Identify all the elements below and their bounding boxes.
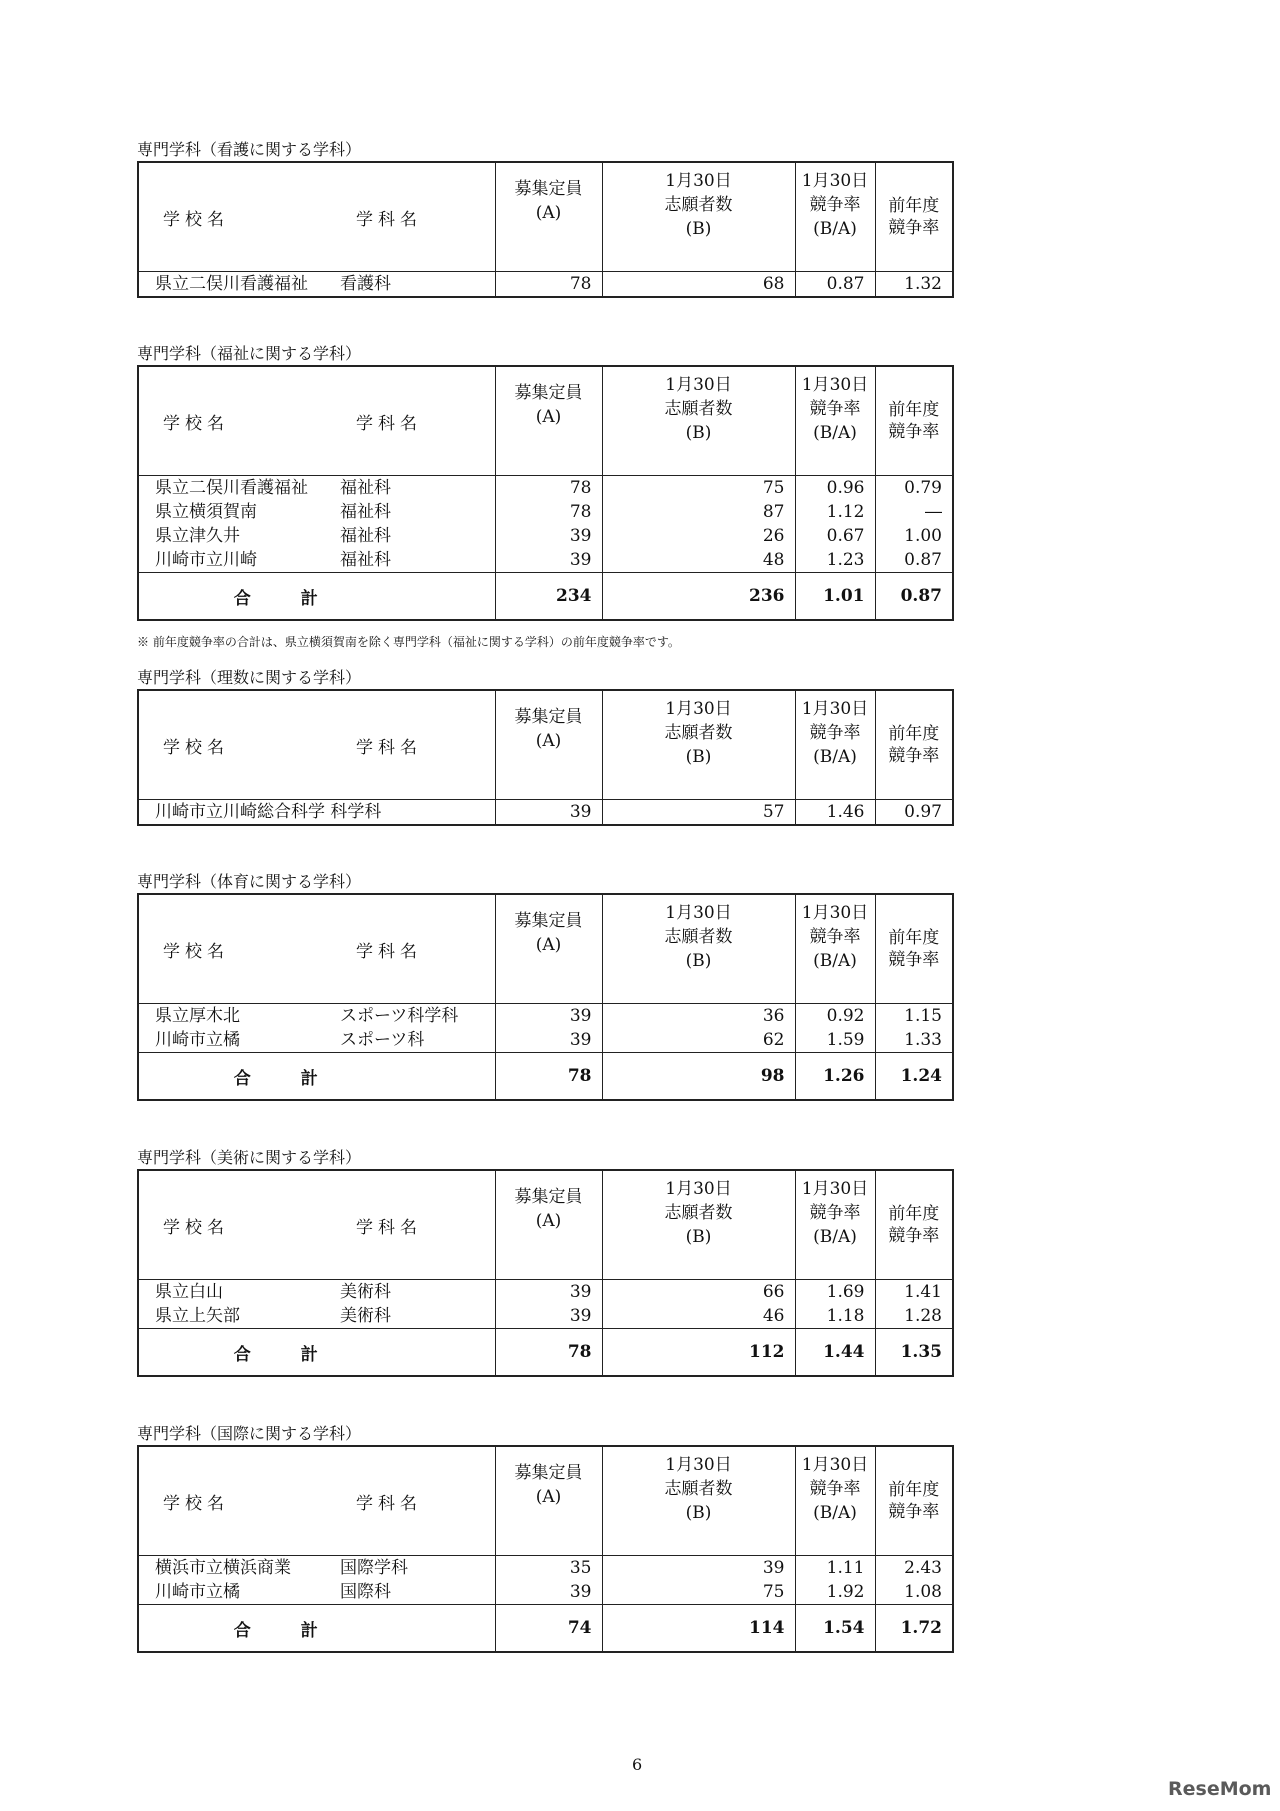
cell-applicants: 57 bbox=[602, 800, 795, 826]
cell-applicants: 68 bbox=[602, 272, 795, 298]
applicants-value: 39 bbox=[762, 1558, 785, 1578]
header-row bbox=[138, 690, 953, 800]
school-name: 県立津久井 bbox=[155, 526, 240, 546]
prev-value: 1.08 bbox=[904, 1582, 942, 1602]
table-row bbox=[138, 1004, 953, 1053]
results-table bbox=[137, 161, 954, 298]
cell-rate bbox=[795, 1556, 875, 1605]
cell-prev: 0.97 bbox=[904, 802, 942, 822]
dept-name: 福祉科 bbox=[340, 502, 391, 522]
dept-name: 国際学科 bbox=[340, 1558, 408, 1578]
header-prev bbox=[875, 894, 953, 1004]
applicants-value: 75 bbox=[762, 478, 785, 498]
table-row bbox=[138, 272, 953, 298]
header-rate-line3: (B/A) bbox=[813, 423, 857, 443]
header-rate bbox=[795, 1170, 875, 1280]
header-applicants-line3: (B) bbox=[685, 1227, 712, 1247]
capacity-value: 39 bbox=[569, 550, 592, 570]
header-dept: 学科名 bbox=[336, 690, 495, 800]
capacity-value: 39 bbox=[569, 1030, 592, 1050]
header-capacity-line1: 募集定員 bbox=[514, 911, 583, 931]
header-rate-line1: 1月30日 bbox=[801, 1455, 869, 1475]
total-row bbox=[138, 1329, 953, 1377]
header-prev-line2: 競争率 bbox=[888, 1502, 940, 1522]
prev-value: 1.00 bbox=[904, 526, 942, 546]
applicants-value: 75 bbox=[762, 1582, 785, 1602]
cell-school bbox=[138, 1556, 336, 1605]
header-school: 学校名 bbox=[138, 1446, 336, 1556]
header-capacity-line2: (A) bbox=[535, 203, 562, 223]
cell-capacity bbox=[495, 476, 602, 573]
header-capacity-line2: (A) bbox=[535, 935, 562, 955]
header-prev-line1: 前年度 bbox=[888, 724, 940, 744]
table-row bbox=[138, 476, 953, 573]
header-rate-line1: 1月30日 bbox=[801, 699, 869, 719]
total-rate: 1.26 bbox=[795, 1053, 875, 1101]
cell-dept bbox=[336, 1004, 495, 1053]
applicants-value: 66 bbox=[762, 1282, 785, 1302]
header-rate-line1: 1月30日 bbox=[801, 375, 869, 395]
header-prev-line1: 前年度 bbox=[888, 928, 940, 948]
header-row bbox=[138, 1170, 953, 1280]
total-prev: 0.87 bbox=[875, 573, 953, 621]
cell-dept bbox=[336, 1280, 495, 1329]
header-capacity bbox=[495, 162, 602, 272]
cell-applicants bbox=[602, 1556, 795, 1605]
header-row bbox=[138, 366, 953, 476]
cell-applicants bbox=[602, 1280, 795, 1329]
rate-value: 1.23 bbox=[826, 550, 865, 570]
header-prev-line2: 競争率 bbox=[888, 950, 940, 970]
results-table bbox=[137, 1169, 954, 1377]
section-title: 専門学科（体育に関する学科） bbox=[137, 872, 362, 891]
school-name: 横浜市立横浜商業 bbox=[155, 1558, 291, 1578]
school-name: 県立二俣川看護福祉 bbox=[155, 478, 308, 498]
section-title: 専門学科（美術に関する学科） bbox=[137, 1148, 362, 1167]
header-applicants bbox=[602, 162, 795, 272]
cell-school-dept bbox=[138, 800, 495, 826]
header-rate-line2: 競争率 bbox=[809, 1203, 861, 1223]
header-capacity-line2: (A) bbox=[535, 1211, 562, 1231]
header-applicants bbox=[602, 1170, 795, 1280]
total-row bbox=[138, 573, 953, 621]
header-capacity-line2: (A) bbox=[535, 731, 562, 751]
section-title: 専門学科（看護に関する学科） bbox=[137, 140, 362, 159]
rate-value: 1.59 bbox=[826, 1030, 865, 1050]
header-row bbox=[138, 1446, 953, 1556]
capacity-value: 39 bbox=[569, 1582, 592, 1602]
dept-name: 科学科 bbox=[330, 802, 382, 822]
cell-applicants bbox=[602, 476, 795, 573]
school-name: 川崎市立橘 bbox=[155, 1582, 240, 1602]
dept-name: 福祉科 bbox=[340, 478, 391, 498]
header-capacity-line1: 募集定員 bbox=[514, 383, 583, 403]
header-rate-line3: (B/A) bbox=[813, 1227, 857, 1247]
applicants-value: 46 bbox=[762, 1306, 785, 1326]
rate-value: 1.69 bbox=[826, 1282, 865, 1302]
capacity-value: 39 bbox=[569, 1282, 592, 1302]
total-prev: 1.72 bbox=[875, 1605, 953, 1653]
header-rate-line1: 1月30日 bbox=[801, 171, 869, 191]
capacity-value: 35 bbox=[569, 1558, 592, 1578]
applicants-value: 87 bbox=[762, 502, 785, 522]
header-capacity-line2: (A) bbox=[535, 407, 562, 427]
header-capacity-line1: 募集定員 bbox=[514, 707, 583, 727]
header-applicants-line1: 1月30日 bbox=[665, 699, 732, 719]
header-rate bbox=[795, 162, 875, 272]
header-rate-line1: 1月30日 bbox=[801, 1179, 869, 1199]
total-rate: 1.54 bbox=[795, 1605, 875, 1653]
total-label: 合 計 bbox=[138, 1053, 495, 1101]
dept-name: 美術科 bbox=[340, 1306, 391, 1326]
cell-dept bbox=[336, 1556, 495, 1605]
header-applicants-line3: (B) bbox=[685, 951, 712, 971]
total-applicants: 98 bbox=[602, 1053, 795, 1101]
header-applicants-line3: (B) bbox=[685, 423, 712, 443]
rate-value: 1.12 bbox=[826, 502, 865, 522]
results-table bbox=[137, 1445, 954, 1653]
header-school: 学校名 bbox=[138, 162, 336, 272]
header-applicants bbox=[602, 366, 795, 476]
total-label: 合 計 bbox=[138, 1329, 495, 1377]
applicants-value: 26 bbox=[762, 526, 785, 546]
cell-prev bbox=[875, 1280, 953, 1329]
header-rate-line2: 競争率 bbox=[809, 195, 861, 215]
total-rate: 1.01 bbox=[795, 573, 875, 621]
rate-value: 0.96 bbox=[826, 478, 865, 498]
prev-value: 1.28 bbox=[904, 1306, 942, 1326]
header-capacity-line1: 募集定員 bbox=[514, 1187, 583, 1207]
capacity-value: 39 bbox=[569, 1006, 592, 1026]
total-rate: 1.44 bbox=[795, 1329, 875, 1377]
header-applicants-line2: 志願者数 bbox=[664, 927, 733, 947]
header-rate-line2: 競争率 bbox=[809, 399, 861, 419]
rate-value: 0.92 bbox=[826, 1006, 865, 1026]
total-label: 合 計 bbox=[138, 1605, 495, 1653]
rate-value: 1.18 bbox=[826, 1306, 865, 1326]
header-capacity bbox=[495, 894, 602, 1004]
cell-school bbox=[138, 1004, 336, 1053]
dept-name: 福祉科 bbox=[340, 550, 391, 570]
header-prev-line2: 競争率 bbox=[888, 218, 940, 238]
header-rate bbox=[795, 894, 875, 1004]
watermark-logo: ReseMom bbox=[1168, 1778, 1272, 1800]
header-rate-line2: 競争率 bbox=[809, 927, 861, 947]
cell-capacity: 39 bbox=[495, 800, 602, 826]
header-dept: 学科名 bbox=[336, 366, 495, 476]
cell-capacity bbox=[495, 1004, 602, 1053]
dept-name: 美術科 bbox=[340, 1282, 391, 1302]
header-capacity bbox=[495, 366, 602, 476]
prev-value: 1.33 bbox=[904, 1030, 942, 1050]
results-table bbox=[137, 365, 954, 621]
header-dept: 学科名 bbox=[336, 162, 495, 272]
header-applicants-line2: 志願者数 bbox=[664, 1203, 733, 1223]
header-applicants-line1: 1月30日 bbox=[665, 375, 732, 395]
total-applicants: 114 bbox=[602, 1605, 795, 1653]
header-applicants-line2: 志願者数 bbox=[664, 723, 733, 743]
results-table bbox=[137, 689, 954, 826]
page-number: 6 bbox=[632, 1755, 643, 1774]
section-title: 専門学科（福祉に関する学科） bbox=[137, 344, 362, 363]
capacity-value: 39 bbox=[569, 526, 592, 546]
header-applicants-line1: 1月30日 bbox=[665, 171, 732, 191]
cell-applicants bbox=[602, 1004, 795, 1053]
cell-dept bbox=[336, 476, 495, 573]
header-prev-line1: 前年度 bbox=[888, 400, 940, 420]
capacity-value: 39 bbox=[569, 1306, 592, 1326]
applicants-value: 48 bbox=[762, 550, 785, 570]
header-applicants-line2: 志願者数 bbox=[664, 399, 733, 419]
section-title: 専門学科（国際に関する学科） bbox=[137, 1424, 362, 1443]
section-nursing bbox=[137, 139, 952, 298]
cell-school: 県立二俣川看護福祉 bbox=[155, 274, 308, 294]
header-applicants-line1: 1月30日 bbox=[665, 903, 732, 923]
total-row bbox=[138, 1053, 953, 1101]
header-capacity-line1: 募集定員 bbox=[514, 179, 583, 199]
total-prev: 1.24 bbox=[875, 1053, 953, 1101]
header-prev-line2: 競争率 bbox=[888, 422, 940, 442]
cell-dept: 看護科 bbox=[336, 272, 495, 298]
footnote: ※ 前年度競争率の合計は、県立横須賀南を除く専門学科（福祉に関する学科）の前年度競争率です。 bbox=[137, 635, 680, 649]
header-rate bbox=[795, 690, 875, 800]
cell-rate bbox=[795, 476, 875, 573]
cell-rate bbox=[795, 1280, 875, 1329]
header-applicants bbox=[602, 690, 795, 800]
header-capacity bbox=[495, 1170, 602, 1280]
total-capacity: 74 bbox=[495, 1605, 602, 1653]
header-applicants bbox=[602, 1446, 795, 1556]
header-dept: 学科名 bbox=[336, 894, 495, 1004]
cell-rate bbox=[795, 1004, 875, 1053]
header-prev bbox=[875, 1170, 953, 1280]
header-school: 学校名 bbox=[138, 894, 336, 1004]
school-name: 川崎市立橘 bbox=[155, 1030, 240, 1050]
prev-value: 1.41 bbox=[904, 1282, 942, 1302]
cell-prev bbox=[875, 476, 953, 573]
header-school: 学校名 bbox=[138, 690, 336, 800]
header-prev-line1: 前年度 bbox=[888, 196, 940, 216]
applicants-value: 36 bbox=[762, 1006, 785, 1026]
prev-value: ― bbox=[925, 502, 942, 522]
header-prev-line1: 前年度 bbox=[888, 1204, 940, 1224]
table-row bbox=[138, 800, 953, 826]
header-rate bbox=[795, 1446, 875, 1556]
school-name: 県立厚木北 bbox=[155, 1006, 240, 1026]
school-name: 川崎市立川崎 bbox=[155, 550, 257, 570]
dept-name: スポーツ科学科 bbox=[340, 1006, 459, 1026]
header-rate-line3: (B/A) bbox=[813, 951, 857, 971]
header-applicants-line3: (B) bbox=[685, 747, 712, 767]
total-capacity: 78 bbox=[495, 1329, 602, 1377]
section-title: 専門学科（理数に関する学科） bbox=[137, 668, 362, 687]
rate-value: 0.67 bbox=[826, 526, 865, 546]
header-prev-line1: 前年度 bbox=[888, 1480, 940, 1500]
school-name: 県立上矢部 bbox=[155, 1306, 240, 1326]
header-row bbox=[138, 162, 953, 272]
total-applicants: 236 bbox=[602, 573, 795, 621]
cell-rate: 1.46 bbox=[795, 800, 875, 826]
rate-value: 1.11 bbox=[826, 1558, 865, 1578]
total-row bbox=[138, 1605, 953, 1653]
header-applicants bbox=[602, 894, 795, 1004]
total-applicants: 112 bbox=[602, 1329, 795, 1377]
header-rate-line3: (B/A) bbox=[813, 1503, 857, 1523]
total-prev: 1.35 bbox=[875, 1329, 953, 1377]
prev-value: 0.87 bbox=[904, 550, 942, 570]
cell-capacity: 78 bbox=[495, 272, 602, 298]
prev-value: 1.15 bbox=[904, 1006, 942, 1026]
header-prev bbox=[875, 690, 953, 800]
header-capacity-line2: (A) bbox=[535, 1487, 562, 1507]
header-rate-line1: 1月30日 bbox=[801, 903, 869, 923]
total-label: 合 計 bbox=[138, 573, 495, 621]
header-dept: 学科名 bbox=[336, 1170, 495, 1280]
results-table bbox=[137, 893, 954, 1101]
header-applicants-line3: (B) bbox=[685, 219, 712, 239]
header-rate-line2: 競争率 bbox=[809, 723, 861, 743]
header-applicants-line2: 志願者数 bbox=[664, 1479, 733, 1499]
applicants-value: 62 bbox=[762, 1030, 785, 1050]
header-applicants-line3: (B) bbox=[685, 1503, 712, 1523]
prev-value: 2.43 bbox=[904, 1558, 942, 1578]
header-capacity bbox=[495, 1446, 602, 1556]
header-prev-line2: 競争率 bbox=[888, 1226, 940, 1246]
cell-school bbox=[138, 476, 336, 573]
cell-rate: 0.87 bbox=[795, 272, 875, 298]
header-applicants-line1: 1月30日 bbox=[665, 1179, 732, 1199]
header-prev bbox=[875, 366, 953, 476]
cell-school bbox=[138, 1280, 336, 1329]
section-international bbox=[137, 1423, 952, 1653]
table-row bbox=[138, 1280, 953, 1329]
cell-prev bbox=[875, 1556, 953, 1605]
dept-name: 国際科 bbox=[340, 1582, 391, 1602]
header-applicants-line2: 志願者数 bbox=[664, 195, 733, 215]
header-rate-line2: 競争率 bbox=[809, 1479, 861, 1499]
capacity-value: 78 bbox=[569, 502, 592, 522]
header-prev-line2: 競争率 bbox=[888, 746, 940, 766]
total-capacity: 234 bbox=[495, 573, 602, 621]
header-rate-line3: (B/A) bbox=[813, 747, 857, 767]
section-art bbox=[137, 1147, 952, 1377]
total-capacity: 78 bbox=[495, 1053, 602, 1101]
school-name: 県立白山 bbox=[155, 1282, 223, 1302]
header-dept: 学科名 bbox=[336, 1446, 495, 1556]
table-row bbox=[138, 1556, 953, 1605]
header-school: 学校名 bbox=[138, 1170, 336, 1280]
capacity-value: 78 bbox=[569, 478, 592, 498]
header-applicants-line1: 1月30日 bbox=[665, 1455, 732, 1475]
cell-prev bbox=[875, 1004, 953, 1053]
header-row bbox=[138, 894, 953, 1004]
dept-name: スポーツ科 bbox=[340, 1030, 425, 1050]
section-science bbox=[137, 667, 952, 826]
section-sports bbox=[137, 871, 952, 1101]
header-rate-line3: (B/A) bbox=[813, 219, 857, 239]
header-rate bbox=[795, 366, 875, 476]
cell-capacity bbox=[495, 1556, 602, 1605]
cell-prev: 1.32 bbox=[904, 274, 942, 294]
school-name: 県立横須賀南 bbox=[155, 502, 257, 522]
school-name: 川崎市立川崎総合科学 bbox=[155, 802, 325, 822]
header-prev bbox=[875, 1446, 953, 1556]
header-school: 学校名 bbox=[138, 366, 336, 476]
dept-name: 福祉科 bbox=[340, 526, 391, 546]
header-capacity bbox=[495, 690, 602, 800]
prev-value: 0.79 bbox=[904, 478, 942, 498]
header-prev bbox=[875, 162, 953, 272]
header-capacity-line1: 募集定員 bbox=[514, 1463, 583, 1483]
cell-capacity bbox=[495, 1280, 602, 1329]
rate-value: 1.92 bbox=[826, 1582, 865, 1602]
section-welfare bbox=[137, 343, 952, 621]
